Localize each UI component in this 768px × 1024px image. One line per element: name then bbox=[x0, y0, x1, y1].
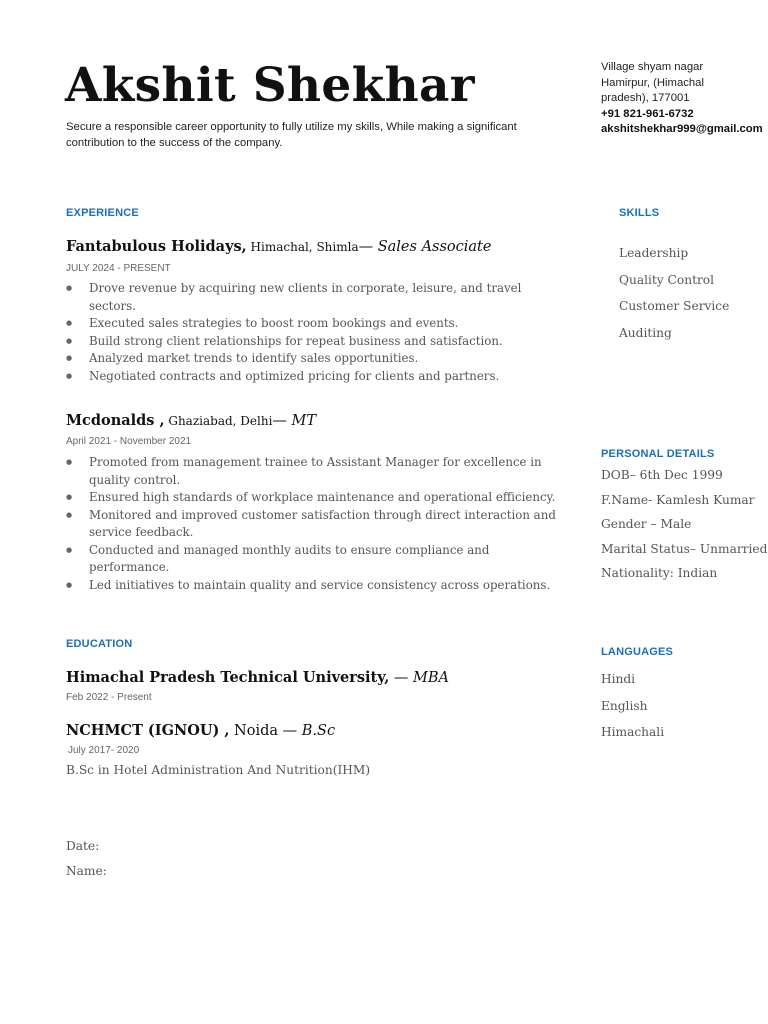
email-address: akshitshekhar999@gmail.com bbox=[601, 123, 763, 135]
education-dates-2: July 2017- 2020 bbox=[68, 745, 140, 756]
list-item: ● Led initiatives to maintain quality and service consistency across operations. bbox=[66, 577, 556, 595]
experience-heading: EXPERIENCE bbox=[66, 207, 139, 219]
list-item: ● Analyzed market trends to identify sales opportunities. bbox=[66, 350, 566, 368]
job-bullets-1 bbox=[66, 280, 566, 385]
list-item: Leadership bbox=[619, 246, 689, 260]
candidate-name: Akshit Shekhar bbox=[65, 58, 475, 113]
list-item: ● Executed sales strategies to boost room bookings and events. bbox=[66, 315, 566, 333]
list-item: Hindi bbox=[601, 672, 636, 686]
date-label: Date: bbox=[66, 839, 100, 853]
languages-list bbox=[601, 672, 664, 752]
languages-heading: LANGUAGES bbox=[601, 646, 674, 658]
education-loc: Noida — bbox=[229, 723, 302, 739]
education-title-1 bbox=[66, 669, 449, 686]
list-item: Gender – Male bbox=[601, 517, 692, 531]
personal-details-list bbox=[601, 468, 767, 591]
address-line-3: pradesh), 177001 bbox=[601, 92, 690, 104]
education-degree: MBA bbox=[413, 670, 450, 686]
education-heading: EDUCATION bbox=[66, 638, 133, 650]
address-line-2: Hamirpur, (Himachal bbox=[601, 76, 704, 89]
education-title-2 bbox=[66, 722, 335, 739]
job-org: Fantabulous Holidays, bbox=[66, 238, 247, 255]
job-title-1 bbox=[66, 238, 491, 255]
job-title-2 bbox=[66, 412, 316, 429]
list-item: English bbox=[601, 698, 648, 713]
education-degree: B.Sc bbox=[301, 723, 336, 739]
list-item: Quality Control bbox=[619, 272, 715, 287]
name-label: Name: bbox=[66, 864, 107, 878]
job-role: MT bbox=[291, 413, 317, 429]
skills-list bbox=[619, 246, 729, 352]
job-dash: — bbox=[272, 413, 292, 429]
phone-number: +91 821-961-6732 bbox=[601, 107, 694, 120]
list-item: Himachali bbox=[601, 725, 665, 739]
education-sep: — bbox=[389, 670, 414, 686]
education-org: Himachal Pradesh Technical University, bbox=[66, 669, 390, 686]
list-item: ● Monitored and improved customer satisfaction through direct interaction and service feedback. bbox=[66, 507, 556, 542]
job-location: Himachal, Shimla bbox=[246, 240, 359, 254]
career-objective: Secure a responsible career opportunity to fully utilize my skills, While making a significant contribution to the success of the company. bbox=[66, 121, 517, 149]
list-item: F.Name- Kamlesh Kumar bbox=[601, 492, 755, 507]
list-item: DOB– 6th Dec 1999 bbox=[601, 468, 723, 482]
job-dash: — bbox=[358, 239, 378, 255]
list-item: Customer Service bbox=[619, 299, 730, 313]
personal-details-heading: PERSONAL DETAILS bbox=[601, 448, 715, 460]
skills-heading: SKILLS bbox=[619, 207, 660, 219]
list-item: ● Promoted from management trainee to Assistant Manager for excellence in quality control. bbox=[66, 454, 556, 489]
list-item: ● Negotiated contracts and optimized pricing for clients and partners. bbox=[66, 368, 566, 386]
job-bullets-2 bbox=[66, 454, 556, 594]
education-detail: B.Sc in Hotel Administration And Nutrition(IHM) bbox=[66, 763, 371, 777]
list-item: Auditing bbox=[619, 325, 672, 340]
list-item: Marital Status– Unmarried bbox=[601, 541, 768, 556]
list-item: ● Ensured high standards of workplace maintenance and operational efficiency. bbox=[66, 489, 556, 507]
job-dates-2: April 2021 - November 2021 bbox=[66, 436, 192, 447]
job-location: Ghaziabad, Delhi bbox=[164, 414, 273, 428]
list-item: ● Conducted and managed monthly audits to ensure compliance and performance. bbox=[66, 542, 556, 577]
education-dates-1: Feb 2022 - Present bbox=[66, 692, 152, 703]
education-org: NCHMCT (IGNOU) , bbox=[66, 722, 230, 739]
list-item: ● Drove revenue by acquiring new clients in corporate, leisure, and travel sectors. bbox=[66, 280, 566, 315]
contact-block bbox=[601, 60, 768, 138]
list-item: Nationality: Indian bbox=[601, 566, 718, 580]
job-dates-1: JULY 2024 - PRESENT bbox=[66, 263, 171, 274]
job-role: Sales Associate bbox=[377, 239, 492, 255]
job-org: Mcdonalds , bbox=[66, 412, 165, 429]
list-item: ● Build strong client relationships for repeat business and satisfaction. bbox=[66, 333, 566, 351]
address-line-1: Village shyam nagar bbox=[601, 61, 704, 73]
